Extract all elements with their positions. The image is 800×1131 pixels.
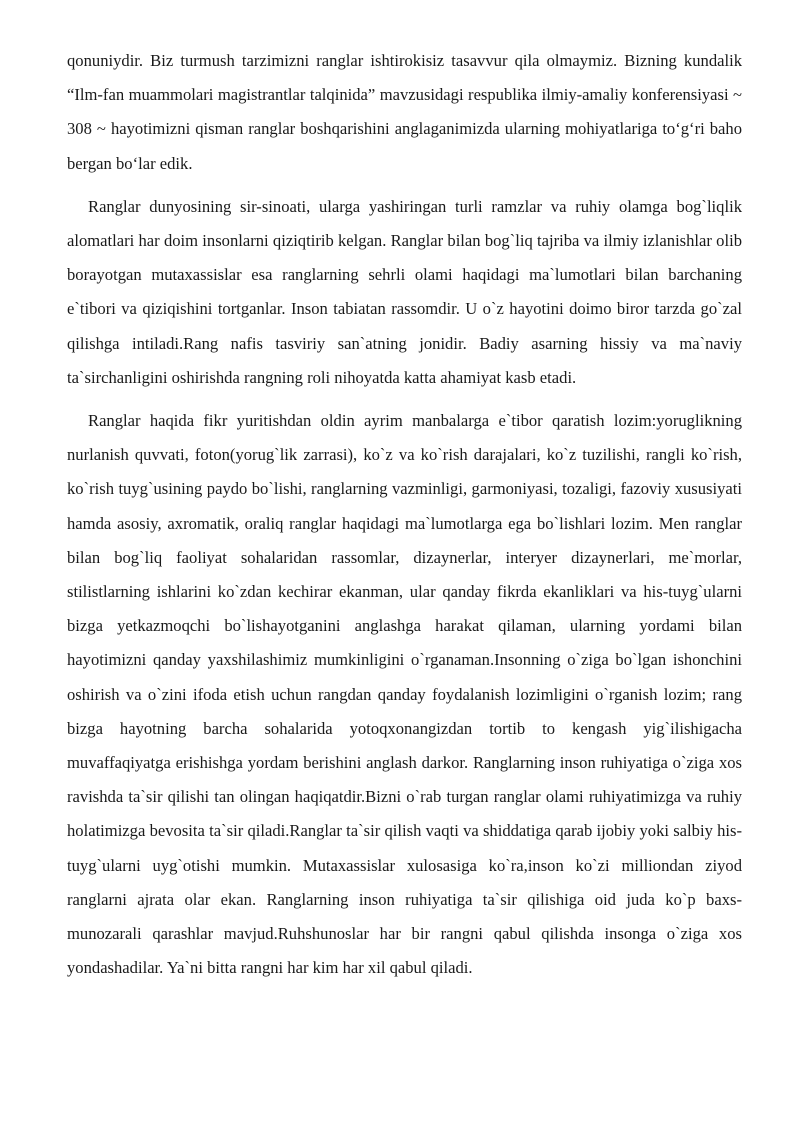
paragraph-colors-world: Ranglar dunyosining sir-sinoati, ularga yashiringan turli ramzlar va ruhiy olamga bog`liqlik alomatlari har doim insonlarni qiziqtirib kelgan. Ranglar bilan bog`liq tajriba va ilmiy izlanishlar olib borayotgan mutaxassislar esa ranglarning sehrli olami haqidagi ma`lumotlari bilan barchaning e`tibori va qiziqishini tortganlar. Inson tabiatan rassomdir. U o`z hayotini doimo biror tarzda go`zal qilishga intiladi.Rang nafis tasviriy san`atning jonidir. Badiy asarning hissiy va ma`naviy ta`sirchanligini oshirishda rangning roli nihoyatda katta ahamiyat kasb etadi. [67, 196, 742, 387]
paragraph-continuation: qonuniydir. Biz turmush tarzimizni ranglar ishtirokisiz tasavvur qila olmaymiz. Bizning kundalik “Ilm-fan muammolari magistrantlar talqinida” mavzusidagi respublika ilmiy-amaliy konferensiyasi ~ 308 ~ hayotimizni qisman ranglar boshqarishini anglaganimizda ularning mohiyatlariga to‘g‘ri baho bergan bo‘lar edik. [67, 51, 742, 173]
document-page [67, 44, 742, 994]
paragraph-colors-sources: Ranglar haqida fikr yuritishdan oldin ayrim manbalarga e`tibor qaratish lozim:yoruglikning nurlanish quvvati, foton(yorug`lik zarrasi), ko`z va ko`rish darajalari, ko`z tuzilishi, rangli ko`rish, ko`rish tuyg`usining paydo bo`lishi, ranglarning vazminligi, garmoniyasi, tozaligi, fazoviy xususiyati hamda asosiy, axromatik, oraliq ranglar haqidagi ma`lumotlarga ega bo`lishlari lozim. Men ranglar bilan bog`liq faoliyat sohalaridan rassomlar, dizaynerlar, interyer dizaynerlari, me`morlar, stilistlarning ishlarini ko`zdan kechirar ekanman, ular qanday fikrda ekanliklari va his-tuyg`ularni bizga yetkazmoqchi bo`lishayotganini anglashga harakat qilaman, ularning yordami bilan hayotimizni qanday yaxshilashimiz mumkinligini o`rganaman.Insonning o`ziga bo`lgan ishonchini oshirish va o`zini ifoda etish uchun rangdan qanday foydalanish lozimligini o`rganish lozim; rang bizga hayotning barcha sohalarida yotoqxonangizdan tortib to kengash yig`ilishigacha muvaffaqiyatga erishishga yordam berishini anglash darkor. Ranglarning inson ruhiyatiga o`ziga xos ravishda ta`sir qilishi tan olingan haqiqatdir.Bizni o`rab turgan ranglar olami ruhiyatimizga va ruhiy holatimizga bevosita ta`sir qiladi.Ranglar ta`sir qilish vaqti va shiddatiga qarab ijobiy yoki salbiy his-tuyg`ularni uyg`otishi mumkin. Mutaxassislar xulosasiga ko`ra,inson ko`zi milliondan ziyod ranglarni ajrata olar ekan. Ranglarning inson ruhiyatiga ta`sir qilishiga oid juda ko`p baxs-munozarali qarashlar mavjud.Ruhshunoslar har bir rangni qabul qilishda insonga o`ziga xos yondashadilar. Ya`ni bitta rangni har kim har xil qabul qiladi. [67, 411, 742, 978]
